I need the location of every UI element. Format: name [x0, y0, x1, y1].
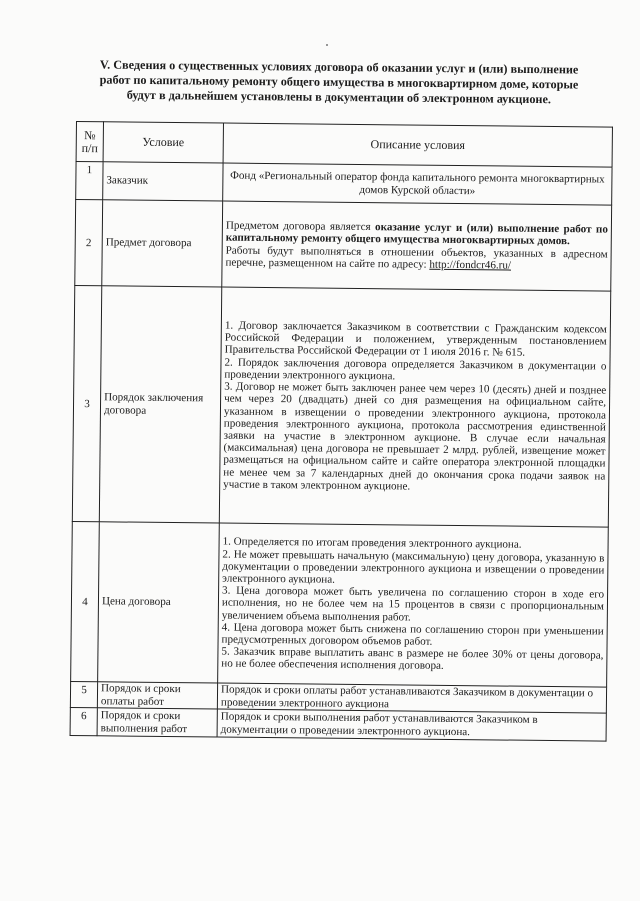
fund-website-link[interactable]: http://fondcr46.ru/	[429, 258, 512, 272]
header-num: № п/п	[76, 122, 103, 162]
row-condition: Порядок и сроки оплаты работ	[97, 682, 217, 709]
row-description	[218, 523, 609, 687]
section-heading	[72, 57, 606, 108]
row-number: 5	[70, 681, 97, 707]
header-condition: Условие	[103, 122, 223, 163]
row-condition: Цена договора	[98, 522, 220, 683]
list-item: 2. Порядок заключения договора определяется Заказчиком в документации о проведении электронного аукциона.	[224, 356, 607, 383]
list-item: 4. Цена договора может быть снижена по соглашению сторон при уменьшении предусмотренных договором объемов работ.	[221, 621, 604, 648]
row-description: Порядок и сроки выполнения работ устанавливаются Заказчиком в документации о проведении электронного аукциона.	[217, 709, 606, 741]
row-condition: Заказчик	[103, 162, 223, 201]
list-item: 3. Цена договора может быть увеличена по соглашению сторон в ходе его исполнения, но не более чем на 15 процентов в связи с пропорциональным увеличением объема выполнения работ.	[221, 584, 605, 624]
list-item: 1. Определяется по итогам проведения электронного аукциона.	[222, 535, 522, 552]
objects-paragraph: Работы будут выполняться в отношении объектов, указанных в адресном перечне, размещенном на сайте по адресу: http://fondcr46.ru/	[225, 244, 608, 272]
conditions-table	[70, 121, 613, 742]
row-number: 2	[75, 200, 103, 286]
heading-line-1: V. Сведения о существенных условиях договора об оказании услуг и (или) выполнение	[99, 57, 579, 77]
row-description: Фонд «Региональный оператор фонда капитального ремонта многоквартирных домов Курской области»	[223, 163, 612, 205]
row-condition: Порядок заключения договора	[99, 286, 221, 523]
list-item: 2. Не может превышать начальную (максимальную) цену договора, указанную в документации о проведении электронного аукциона и извещении о проведении электронного аукциона.	[222, 548, 605, 586]
scan-speck	[326, 44, 328, 46]
heading-line-2: работ по капитальному ремонту общего имущества в многоквартирном доме, которые	[99, 72, 579, 92]
row-condition: Порядок и сроки выполнения работ	[97, 708, 217, 737]
heading-line-3: будут в дальнейшем установлены в документации об электронном аукционе.	[126, 87, 552, 107]
row-number: 3	[72, 285, 101, 521]
table-row	[70, 707, 606, 741]
table-row	[75, 200, 612, 292]
row-condition: Предмет договора	[102, 200, 223, 287]
row-number: 1	[76, 162, 103, 200]
row-description	[222, 201, 612, 291]
row-description	[219, 287, 610, 527]
row-number: 4	[71, 521, 100, 681]
table-row	[71, 521, 609, 687]
row-description: Порядок и сроки оплаты работ устанавливаются Заказчиком в документации о проведении электронного аукциона	[217, 683, 606, 713]
list-item: 5. Заказчик вправе выплатить аванс в размере не более 30% от цены договора, но не более обеспечения исполнения договора.	[221, 645, 604, 673]
header-description: Описание условия	[223, 123, 612, 167]
table-header-row	[76, 122, 612, 168]
list-item: 3. Договор не может быть заключен ранее чем через 10 (десять) дней и позднее чем через 20 (двадцать) дней со дня размещения на официальном сайте, указанном в извещении о проведении электронного аукциона, протокола проведения электронного аукциона, протокола рассмотрения единственной заявки на участие в электронном аукционе. В случае если начальная (максимальная) цена договора не превышает 2 млрд. рублей, извещение может размещаться на официальном сайте и сайте оператора электронной площадки не менее чем за 7 календарных дней до окончания срока подачи заявок на участие в таком электронном аукционе.	[223, 380, 607, 493]
subject-paragraph: Предметом договора является оказание услуг и (или) выполнение работ по капитальному ремонту общего имущества многоквартирных домов.	[225, 219, 608, 248]
table-row	[76, 162, 612, 206]
table-row	[72, 285, 610, 527]
list-item: 1. Договор заключается Заказчиком в соответствии с Гражданским кодексом Российской Федерации и положением, утвержденным постановлением Правительства Российской Федерации от 1 июля 2016 г. № 615.	[224, 319, 607, 360]
row-number: 6	[70, 707, 97, 735]
